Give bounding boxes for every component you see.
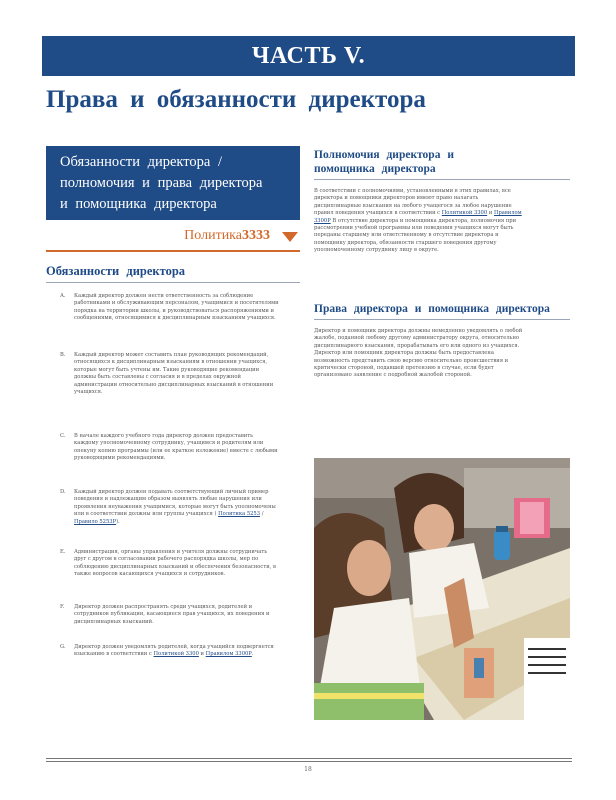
link-separator: и (200, 651, 205, 658)
policy-link[interactable]: Политика 5253 (218, 511, 261, 518)
list-item-body: Каждый директор должен подавать соответствующий личный пример поведения и надлежащим образом выявлять любые нарушения или проявления неуважения учащимися, которые могут быть уполномочены или в соответствии должны или группы учащихся ( (74, 489, 276, 518)
powers-heading-line-1: Полномочия директора и (314, 149, 454, 161)
link-separator: и (488, 210, 493, 217)
powers-heading (314, 148, 574, 176)
list-item-marker: D. (60, 489, 66, 495)
divider (314, 319, 570, 320)
list-item (60, 549, 285, 594)
list-item (60, 644, 285, 680)
policy-link[interactable]: Политикой 3300 (441, 210, 488, 217)
list-item-text: Директор должен распространять среди учащихся, родителей и сотрудников публикации, касающиеся прав учащихся, их поведения и дисциплинарных взысканий. (74, 604, 270, 625)
page-number: 18 (304, 766, 312, 773)
rule-link[interactable]: Правилом 3300Р (314, 210, 522, 224)
rule-link[interactable]: Правило 5253Р (74, 518, 117, 525)
section-title-line-1: Обязанности директора / (60, 154, 223, 170)
classroom-photo (314, 458, 570, 720)
rights-heading: Права директора и помощника директора (314, 303, 550, 315)
footer-divider (46, 761, 572, 762)
policy-tag[interactable] (150, 228, 270, 248)
list-item-text (74, 489, 279, 526)
list-item-text: Каждый директор может составить план руководящих рекомендаций, относящихся к дисциплинарным взысканиям в отношении учащихся, которые могут быть учтены им. Такие руководящие рекомендации должны быть составлены с согласия и в пределах окружной администрации относительно дисциплинарных взысканий в отношении учащихся. (74, 352, 274, 396)
list-item-marker: F. (60, 604, 65, 610)
policy-link[interactable]: Политикой 3300 (153, 651, 199, 658)
divider (314, 179, 570, 180)
section-title-line-3: и помощника директора (60, 196, 217, 212)
rights-paragraph: Директор и помощник директора должны немедленно уведомлять о любой жалобе, поданной любому другому администратору округа, относительно дисциплинарного взыскания, прорабатывать его или одного из учащихся. Директор или помощник директора должны быть предоставлена возможность представить свою версию относительно происшествия и критически стороной, подавшей претензию в случае, если будет организовано заявление с подробной жалобой стороной. (314, 328, 523, 379)
list-item-marker: А. (60, 293, 66, 299)
page-title: Права и обязанности директора (46, 86, 426, 113)
powers-text-continued: В отсутствие директора и помощника директора, полномочия при рассмотрении учебной программы или поведения учащихся могут быть переданы старшему или ответственному в отсутствие директора и помощнику директора, обязанности старшего поведения другому уполномоченному сотруднику лицу в округе. (314, 217, 517, 254)
list-item (60, 604, 285, 634)
list-item-text: В начале каждого учебного года директор должен предоставить каждому уполномоченному сотруднику, учащимся и родителям или опекуну копию программы (или ее краткое изложение) вместе с любыми руководящими рекомендациями. (74, 433, 278, 462)
list-item-marker: Е. (60, 549, 66, 555)
list-item (60, 293, 285, 343)
divider (46, 282, 300, 283)
section-title-box (46, 146, 300, 220)
list-item-tail: . (251, 651, 254, 658)
list-item-body: Директор должен уведомлять родителей, когда учащийся подвергнется взысканию в соответствии с (74, 644, 274, 658)
triangle-down-icon[interactable] (282, 232, 298, 242)
list-item-text: Каждый директор должен нести ответственность за соблюдение работниками и обслуживающим персоналом, учащимися и посетителями порядка на территории школы, и руководствоваться распоряжениями и сообщениями, относящимися к дисциплинарным взысканиям учащихся. (74, 293, 279, 322)
section-title-line-2: полномочия и права директора (60, 175, 263, 191)
list-item-text (74, 644, 279, 659)
list-item (60, 352, 285, 422)
list-item (60, 433, 285, 478)
powers-text: В соответствии с полномочиями, установленными в этих правилах, все директора и помощники директоров имеют право налагать дисциплинарные взыскания на любого учащегося за любое нарушение правил поведения учащихся в соответствии с (314, 188, 512, 217)
powers-heading-line-2: помощника директора (314, 163, 436, 175)
powers-paragraph (314, 188, 524, 288)
classroom-photo-illustration (314, 458, 570, 720)
footer-divider (46, 758, 572, 759)
policy-tag-prefix: Политика (184, 228, 242, 243)
list-item-text: Администрация, органы управления и учителя должны сотрудничать друг с другом в согласовании рабочего распорядка школы, мер по соблюдению дисциплинарных взысканий и обеспечения безопасности, в также вопросов касающихся учащихся и сотрудников. (74, 549, 276, 578)
link-separator: / (261, 511, 264, 518)
part-banner: ЧАСТЬ V. (42, 36, 575, 76)
rule-link[interactable]: Правилом 3300Р (205, 651, 252, 658)
list-item (60, 489, 285, 539)
list-item-marker: В. (60, 352, 66, 358)
list-item-tail: ). (116, 518, 120, 525)
divider (46, 250, 300, 252)
list-item-marker: G. (60, 644, 66, 650)
list-item-marker: С. (60, 433, 66, 439)
policy-tag-number: 3333 (242, 228, 270, 243)
duties-heading: Обязанности директора (46, 264, 186, 278)
